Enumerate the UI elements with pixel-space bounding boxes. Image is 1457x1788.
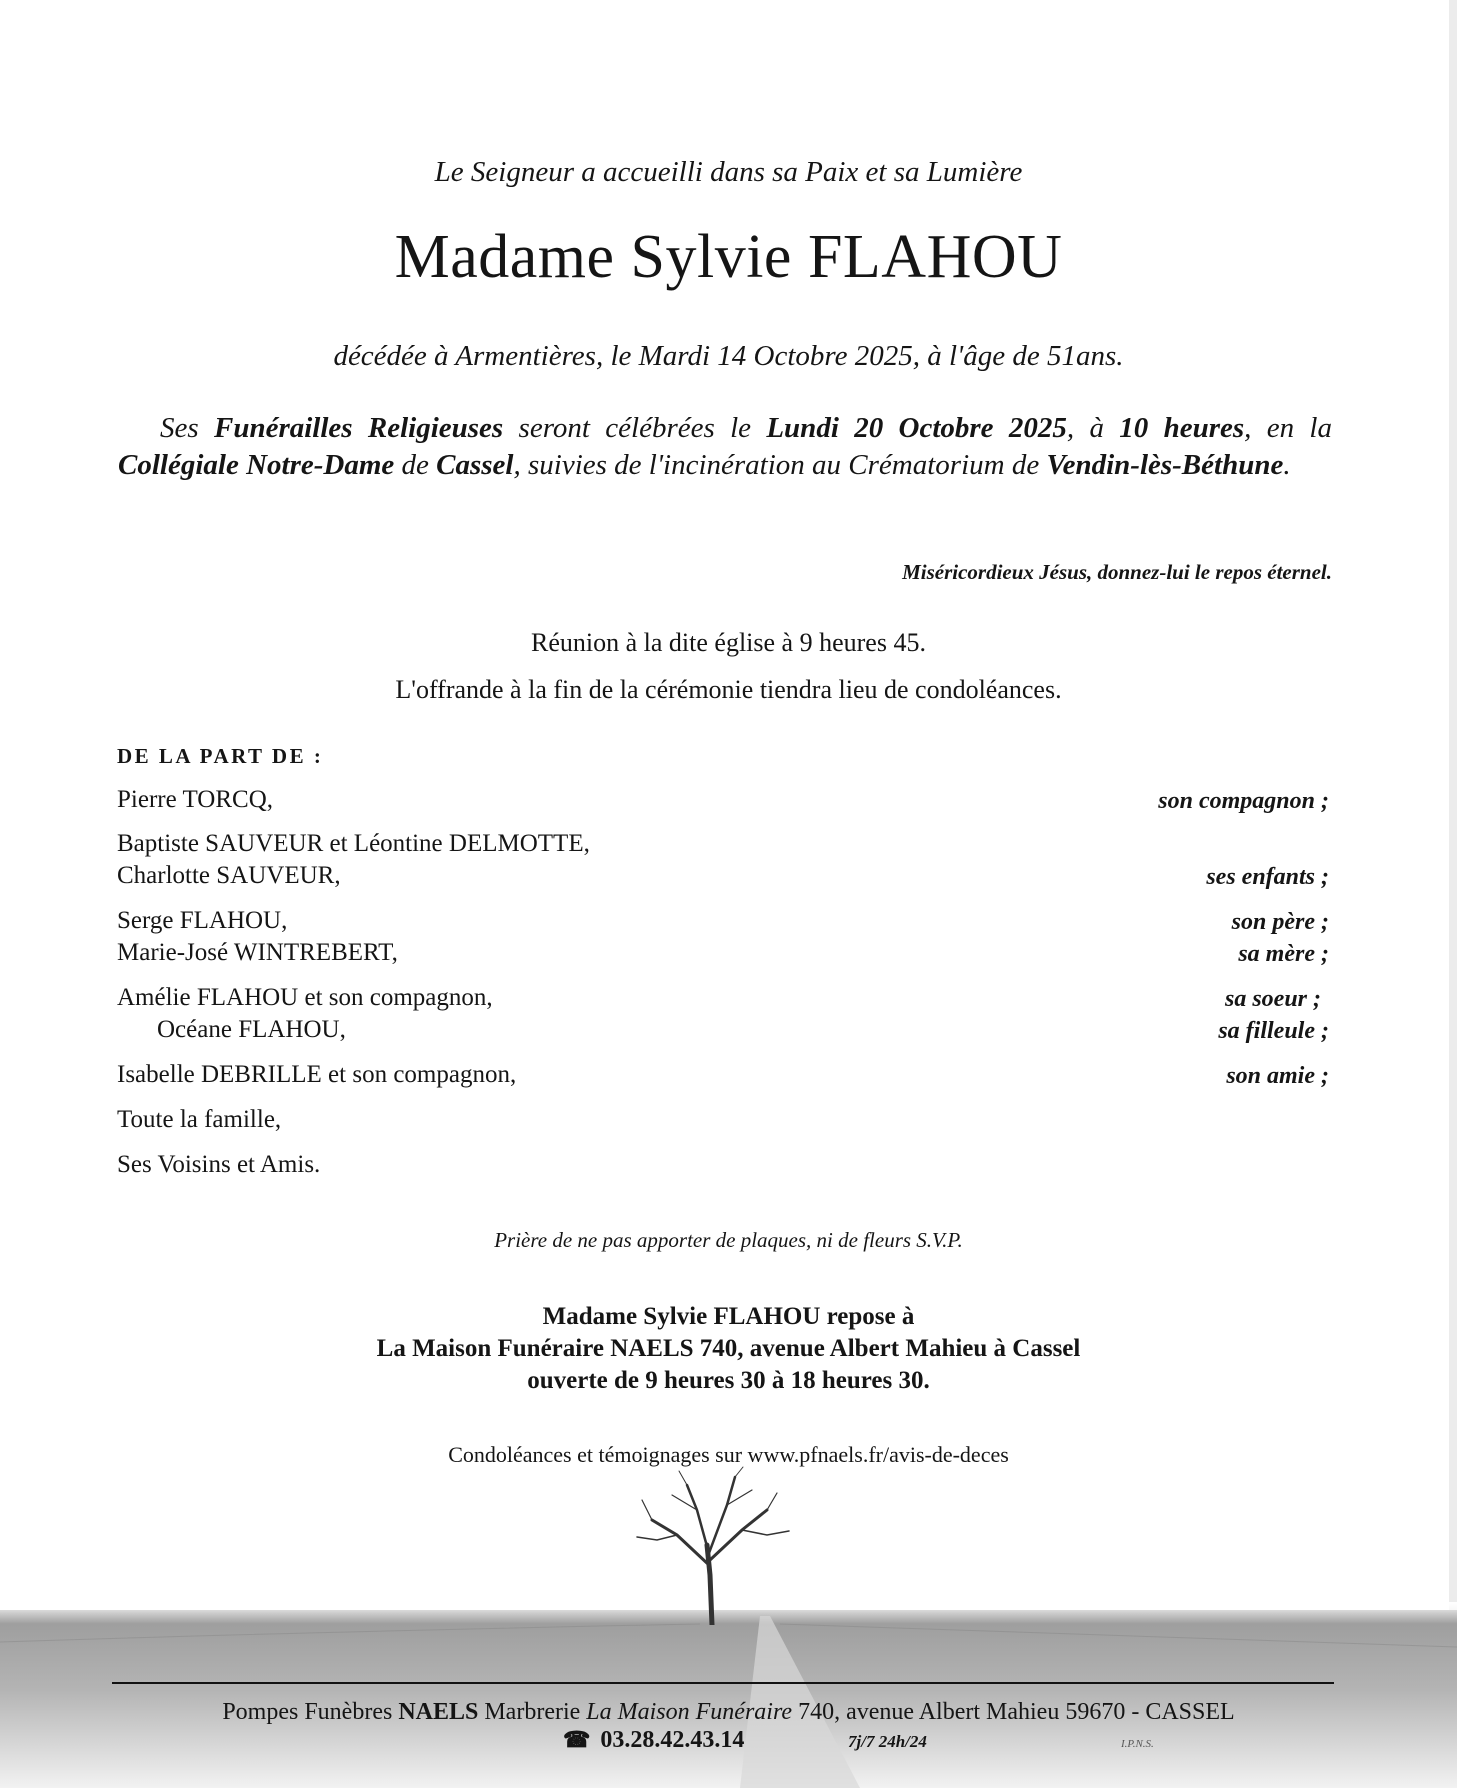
funeral-text: Ses bbox=[160, 412, 214, 444]
funeral-type: Funérailles Religieuses bbox=[213, 412, 504, 444]
family-member: Toute la famille, bbox=[117, 1106, 282, 1133]
meeting-info: Réunion à la dite église à 9 heures 45. bbox=[531, 628, 926, 657]
family-relation: son père ; bbox=[1231, 909, 1329, 935]
repose-line: Madame Sylvie FLAHOU repose à bbox=[542, 1303, 915, 1330]
deceased-name: Madame Sylvie FLAHOU bbox=[394, 223, 1063, 291]
repose-line: ouverte de 9 heures 30 à 18 heures 30. bbox=[527, 1367, 930, 1394]
footer-phone bbox=[563, 1727, 744, 1754]
footer-text: Pompes Funèbres bbox=[222, 1699, 399, 1725]
ipns-mark: I.P.N.S. bbox=[1121, 1738, 1154, 1750]
funeral-text: de bbox=[394, 449, 437, 481]
tree-image bbox=[617, 1465, 807, 1625]
family-member: Baptiste SAUVEUR et Léontine DELMOTTE, bbox=[117, 830, 590, 857]
funeral-time: 10 heures bbox=[1119, 412, 1245, 444]
family-member: Ses Voisins et Amis. bbox=[117, 1151, 321, 1178]
repose-info bbox=[0, 1301, 1457, 1397]
footer-text: 740, avenue Albert Mahieu 59670 - CASSEL bbox=[792, 1699, 1235, 1725]
company-name: NAELS bbox=[398, 1699, 479, 1725]
funeral-text: . bbox=[1283, 449, 1291, 481]
condolences-line: Condoléances et témoignages sur www.pfnaels.fr/avis-de-deces bbox=[448, 1442, 1009, 1467]
family-member: Amélie FLAHOU et son compagnon, bbox=[117, 984, 493, 1011]
funeral-town: Cassel bbox=[436, 449, 514, 481]
family-heading: DE LA PART DE : bbox=[117, 744, 324, 768]
funeral-date: Lundi 20 Octobre 2025 bbox=[766, 412, 1067, 444]
family-member: Marie-José WINTREBERT, bbox=[117, 939, 398, 966]
family-member: Isabelle DEBRILLE et son compagnon, bbox=[117, 1061, 517, 1088]
funeral-text: , en la bbox=[1244, 412, 1332, 444]
family-relation: ses enfants ; bbox=[1206, 864, 1329, 890]
epigraph: Le Seigneur a accueilli dans sa Paix et sa Lumière bbox=[434, 156, 1023, 188]
funeral-text: , suivies de l'incinération au Crématorium de bbox=[513, 449, 1047, 481]
family-relation: son amie ; bbox=[1226, 1063, 1329, 1089]
footer-text: Marbrerie bbox=[478, 1699, 587, 1725]
landscape-image bbox=[0, 1602, 1457, 1788]
family-relation: sa soeur ; bbox=[1224, 986, 1321, 1012]
family-member: Serge FLAHOU, bbox=[117, 907, 288, 934]
family-member: Charlotte SAUVEUR, bbox=[117, 862, 341, 889]
crematorium-town: Vendin-lès-Béthune bbox=[1046, 449, 1284, 481]
funeral-church: Collégiale Notre-Dame bbox=[118, 449, 395, 481]
family-relation: sa mère ; bbox=[1238, 941, 1329, 967]
phone-icon: ☎ bbox=[563, 1727, 591, 1752]
prayer-line: Miséricordieux Jésus, donnez-lui le repos éternel. bbox=[902, 560, 1332, 584]
family-relation: son compagnon ; bbox=[1158, 788, 1329, 814]
funeral-home-name: La Maison Funéraire bbox=[586, 1699, 793, 1725]
family-relation: sa filleule ; bbox=[1218, 1018, 1329, 1044]
offering-info: L'offrande à la fin de la cérémonie tiendra lieu de condoléances. bbox=[395, 675, 1062, 704]
funeral-text: seront célébrées le bbox=[503, 412, 767, 444]
repose-line: La Maison Funéraire NAELS 740, avenue Albert Mahieu à Cassel bbox=[376, 1335, 1081, 1362]
family-member: Océane FLAHOU, bbox=[157, 1016, 346, 1043]
death-details: décédée à Armentières, le Mardi 14 Octobre 2025, à l'âge de 51ans. bbox=[333, 340, 1124, 372]
funeral-text: , à bbox=[1066, 412, 1120, 444]
flowers-request: Prière de ne pas apporter de plaques, ni de fleurs S.V.P. bbox=[494, 1228, 963, 1252]
footer-address bbox=[0, 1699, 1457, 1726]
funeral-announcement bbox=[118, 410, 1332, 484]
opening-hours: 7j/7 24h/24 bbox=[848, 1732, 927, 1751]
family-member: Pierre TORCQ, bbox=[117, 786, 274, 813]
phone-number: 03.28.42.43.14 bbox=[600, 1727, 745, 1753]
footer-divider bbox=[112, 1682, 1334, 1684]
